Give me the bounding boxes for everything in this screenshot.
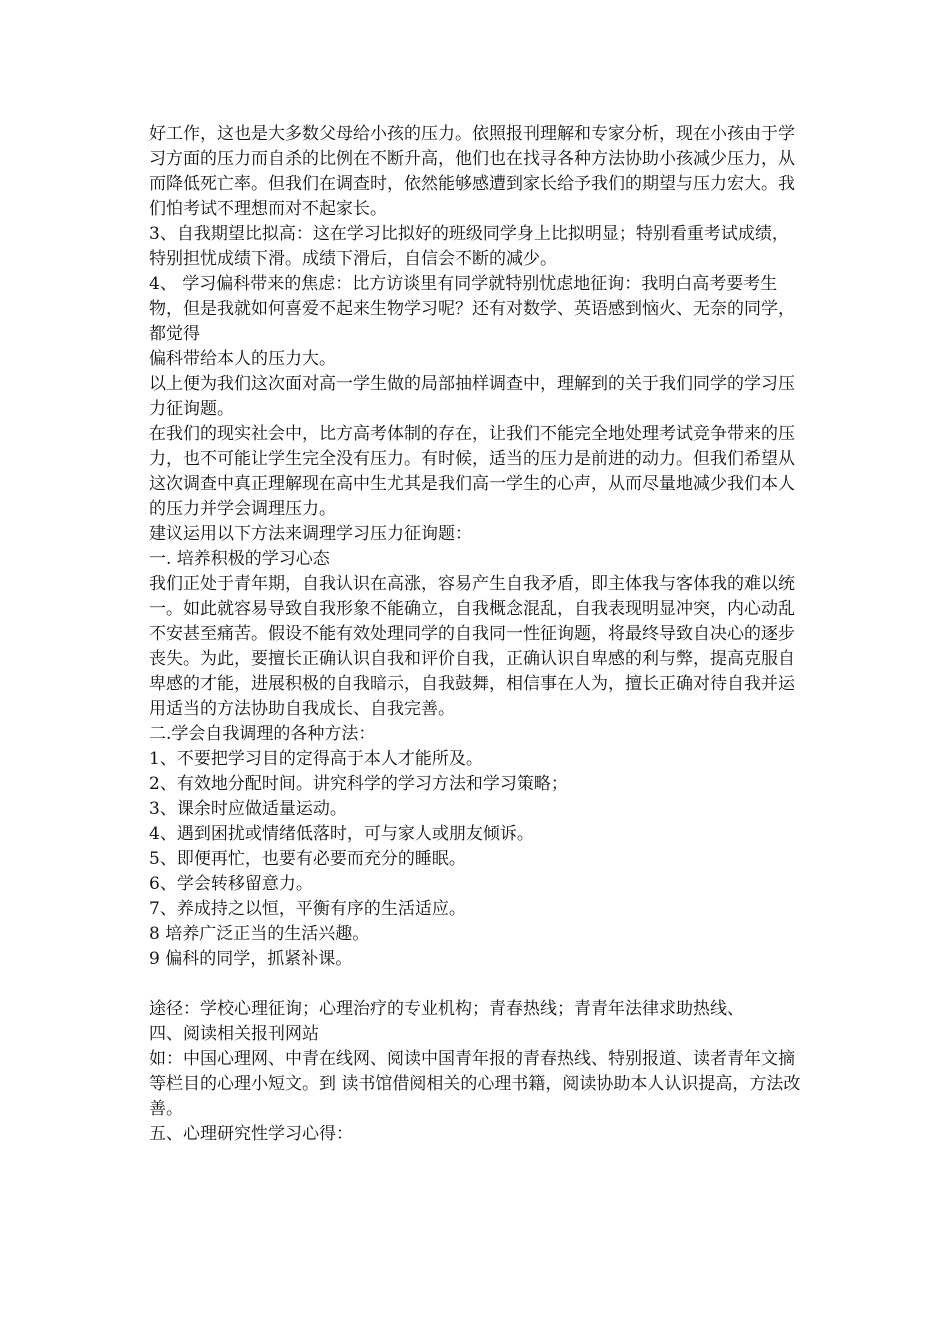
section-heading-1: 一. 培养积极的学习心态 — [149, 549, 330, 569]
paragraph-channels: 途径：学校心理征询；心理治疗的专业机构；青春热线；青青年法律求助热线、 — [149, 999, 744, 1019]
list-item-3: 3、课余时应做适量运动。 — [149, 799, 347, 819]
list-item-7: 7、养成持之以恒，平衡有序的生活适应。 — [149, 899, 466, 919]
list-item-1: 1、不要把学习目的定得高于本人才能所及。 — [149, 749, 483, 769]
list-item-2: 2、有效地分配时间。讲究科学的学习方法和学习策略； — [149, 774, 568, 794]
list-item-9: 9 偏科的同学，抓紧补课。 — [149, 949, 353, 969]
list-item-4: 4、遇到困扰或情绪低落时，可与家人或朋友倾诉。 — [149, 824, 534, 844]
blank-line — [149, 972, 801, 997]
paragraph-reading-sites: 如：中国心理网、中青在线网、阅读中国青年报的青春热线、特别报道、读者青年文摘等栏目的心理小短文。到 读书馆借阅相关的心理书籍，阅读协助本人认识提高，方法改善。 — [149, 1049, 801, 1119]
list-item-6: 6、学会转移留意力。 — [149, 874, 313, 894]
paragraph-social-reality: 在我们的现实社会中，比方高考体制的存在，让我们不能完全地处理考试竞争带来的压力，也不可能让学生完全没有压力。有时候，适当的压力是前进的动力。但我们希望从这次调查中真正理解现在高中生尤其是我们高一学生的心声，从而尽量地减少我们本人的压力并学会调理压力。 — [149, 424, 795, 519]
section-heading-2: 二.学会自我调理的各种方法： — [149, 724, 376, 744]
list-item-subject-imbalance: 4、 学习偏科带来的焦虑：比方访谈里有同学就特别忧虑地征询：我明白高考要考生物，但是我就如何喜爱不起来生物学习呢？还有对数学、英语感到恼火、无奈的同学，都觉得 — [149, 274, 795, 344]
paragraph-youth-period: 我们正处于青年期，自我认识在高涨，容易产生自我矛盾，即主体我与客体我的难以统 — [149, 574, 795, 594]
paragraph-self-identity: 一。如此就容易导致自我形象不能确立，自我概念混乱，自我表现明显冲突，内心动乱不安甚至痛苦。假设不能有效处理同学的自我同一性征询题，将最终导致自决心的逐步丧失。为此，要擅长正确认识自我和评价自我，正确认识自卑感的利与弊，提高克服自卑感的才能，进展积极的自我暗示，自我鼓舞，相信事在人为，擅长正确对待自我并运用适当的方法协助自我成长、自我完善。 — [149, 599, 795, 719]
paragraph-continuation: 偏科带给本人的压力大。 — [149, 349, 336, 369]
list-item-self-expectation: 3、自我期望比拟高：这在学习比拟好的班级同学身上比拟明显；特别看重考试成绩，特别担忧成绩下滑。成绩下滑后，自信会不断的减少。 — [149, 224, 789, 269]
list-item-8: 8 培养广泛正当的生活兴趣。 — [149, 924, 370, 944]
paragraph-suggestions-intro: 建议运用以下方法来调理学习压力征询题： — [149, 524, 472, 544]
list-item-5: 5、即便再忙，也要有必要而充分的睡眠。 — [149, 849, 466, 869]
paragraph-survey-summary: 以上便为我们这次面对高一学生做的局部抽样调查中，理解到的关于我们同学的学习压力征询题。 — [149, 374, 795, 419]
section-heading-4: 四、阅读相关报刊网站 — [149, 1024, 319, 1044]
document-body — [149, 122, 801, 1147]
section-heading-5: 五、心理研究性学习心得： — [149, 1124, 353, 1144]
paragraph-parental-pressure: 好工作，这也是大多数父母给小孩的压力。依照报刊理解和专家分析，现在小孩由于学习方面的压力而自杀的比例在不断升高，他们也在找寻各种方法协助小孩减少压力，从而降低死亡率。但我们在调查时，依然能够感遭到家长给予我们的期望与压力宏大。我们怕考试不理想而对不起家长。 — [149, 124, 795, 219]
